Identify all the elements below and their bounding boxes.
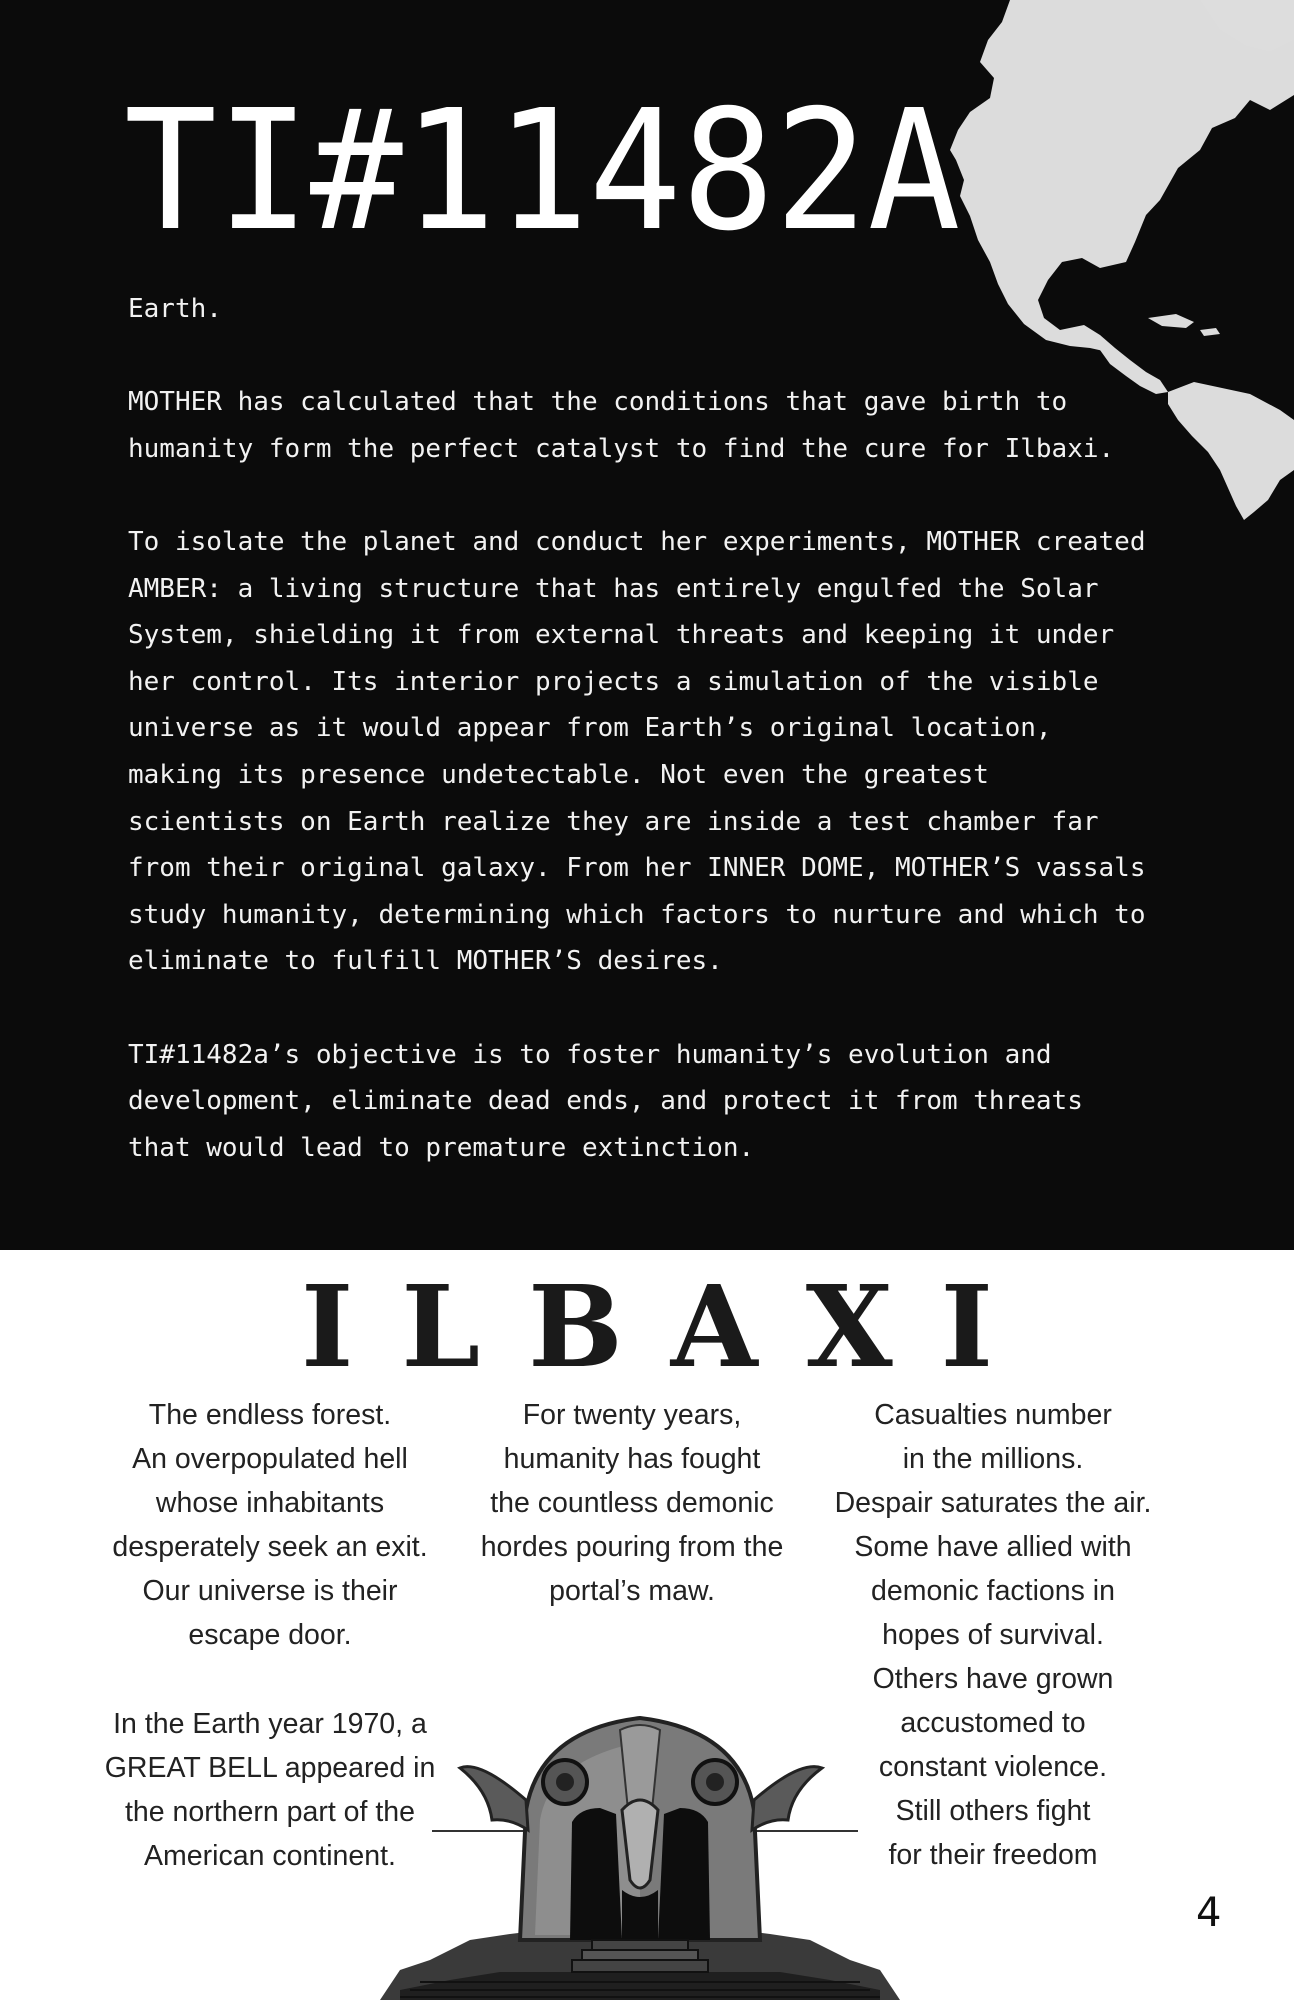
column-1-bottom-text: In the Earth year 1970, a GREAT BELL appeared in the northern part of the American continent. xyxy=(104,1708,436,1872)
intro-text xyxy=(128,286,1268,1218)
column-1-top-text: The endless forest. An overpopulated hell whose inhabitants desperately seek an exit. Our universe is their escape door. xyxy=(112,1399,428,1651)
page-number: 4 xyxy=(1196,1890,1222,1936)
column-2-text: For twenty years, humanity has fought the countless demonic hordes pouring from the portal’s maw. xyxy=(480,1399,784,1607)
section-heading: ILBAXI xyxy=(301,1262,1041,1393)
paragraph-objective: TI#11482a’s objective is to foster humanity’s evolution and development, eliminate dead ends, and protect it from threats that would lead to premature extinction. xyxy=(128,1039,1083,1163)
paragraph-mother-calculation: MOTHER has calculated that the conditions that gave birth to humanity form the perfect catalyst to find the cure for Ilbaxi. xyxy=(128,387,1115,464)
paragraph-earth: Earth. xyxy=(128,294,222,324)
paragraph-amber: To isolate the planet and conduct her experiments, MOTHER created AMBER: a living structure that has entirely engulfed the Solar System, shielding it from external threats and keeping it under her control. Its interior projects a simulation of the visible universe as it would appear from Earth’s original location, making its presence undetectable. Not even the greatest scientists on Earth realize they are inside a test chamber far from their original galaxy. From her INNER DOME, MOTHER’S vassals study humanity, determining which factors to nurture and which to eliminate to fulfill MOTHER’S desires. xyxy=(128,526,1146,977)
column-3-text: Casualties number in the millions. Despair saturates the air. Some have allied with demonic factions in hopes of survival. Others have grown accustomed to constant violence. Still others fight for their freedom xyxy=(834,1399,1152,1871)
great-bell-illustration-icon xyxy=(360,1690,920,2000)
page-title: TI#11482A xyxy=(124,75,961,268)
